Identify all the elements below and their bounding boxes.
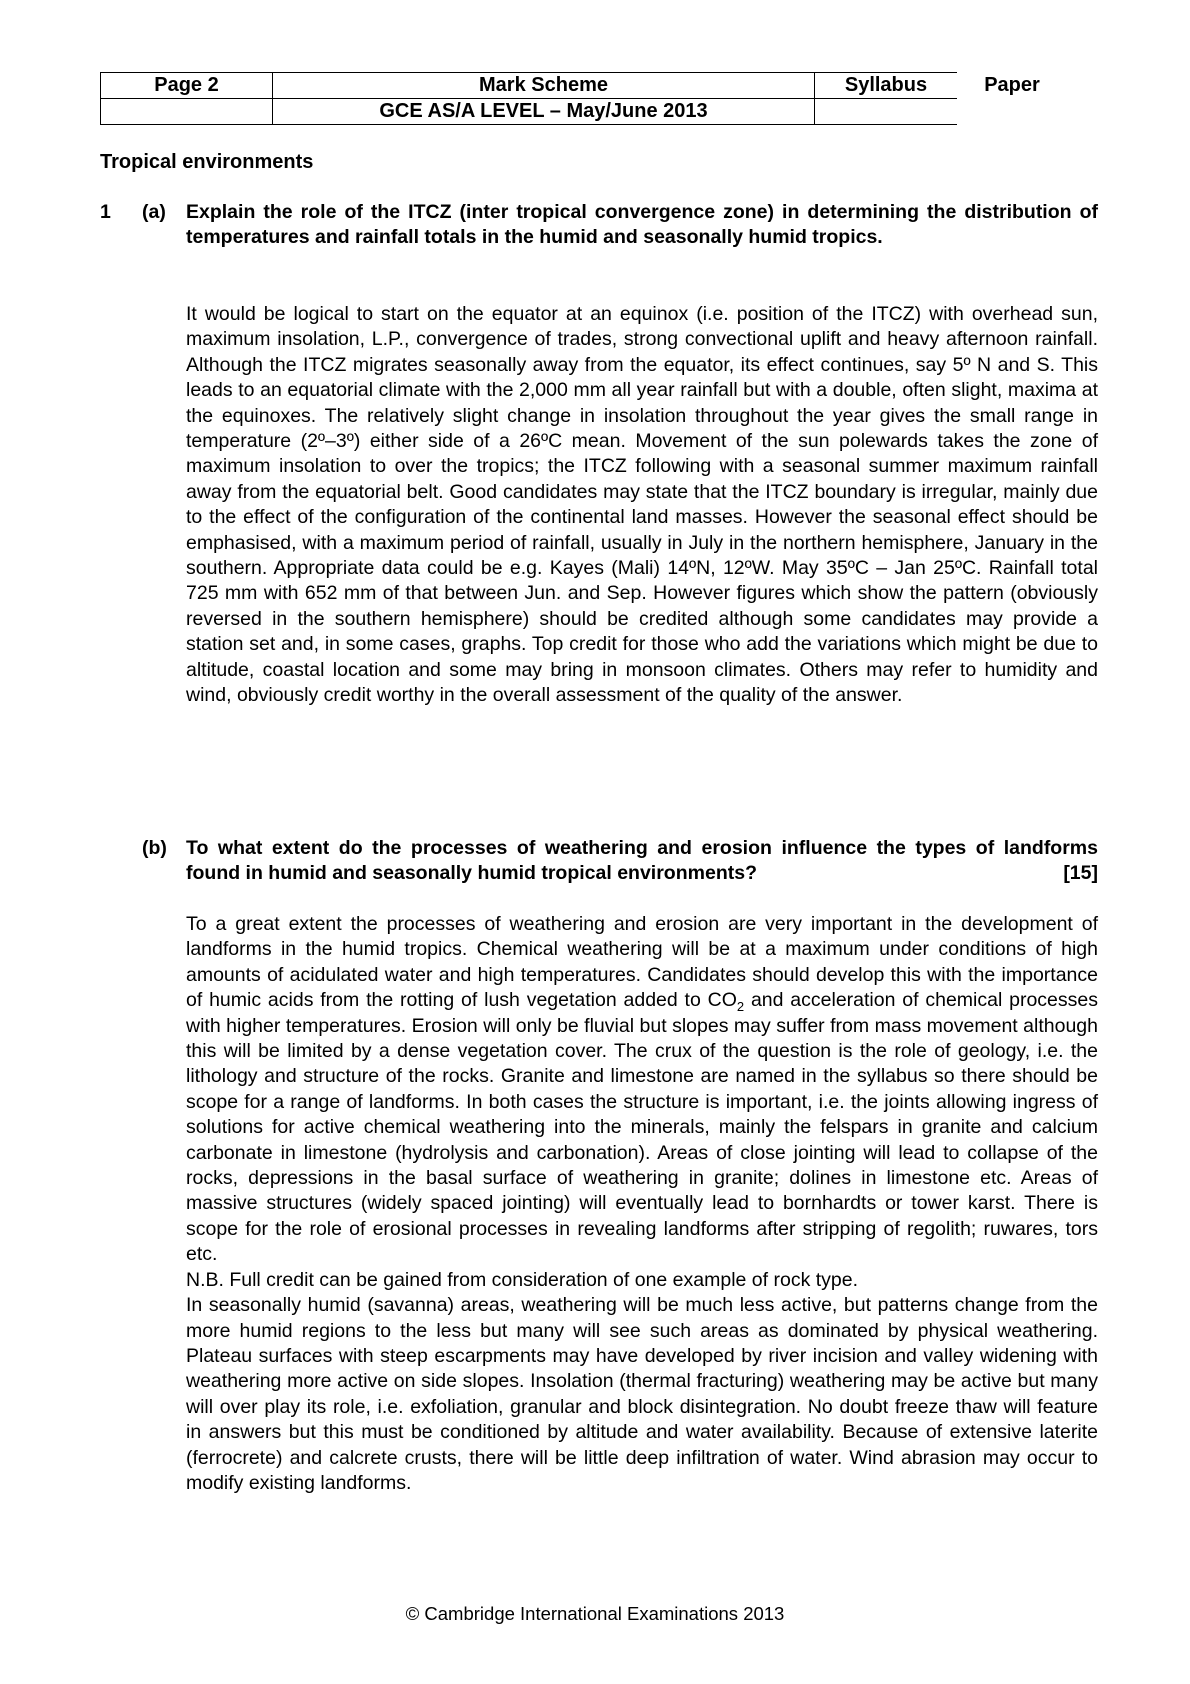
header-paper: Paper [984, 74, 1040, 96]
part-b-answer [186, 912, 1098, 1496]
part-b-answer-paragraph-3: In seasonally humid (savanna) areas, weathering will be much less active, but patterns change from the more humid regions to the less but many will see such areas as dominated by physical weathering. Plateau surfaces with steep escarpments may have developed by river incision and valley widening with weathering more active on side slopes. Insolation (thermal fracturing) weathering may be active but many will over play its role, i.e. exfoliation, granular and block disintegration. No doubt freeze thaw will feature in answers but this must be conditioned by altitude and water availability. Because of extensive laterite (ferrocrete) and calcrete crusts, there will be little deep infiltration of water. Wind abrasion may occur to modify existing landforms. [186, 1294, 1098, 1494]
header-empty-cell [101, 99, 273, 125]
part-b-answer-paragraph-2: N.B. Full credit can be gained from consideration of one example of rock type. [186, 1268, 859, 1291]
part-b-answer-p1-before: To a great extent the processes of weathering and erosion are very important in the development of landforms in the humid tropics. Chemical weathering will be at a maximum under conditions of high amounts of acidulated water and high temperatures. Candidates should develop this with the importance of humic acids from the rotting of lush vegetation added to CO [186, 913, 1098, 1012]
header-mark-scheme: Mark Scheme [273, 73, 815, 99]
part-a-answer-text: It would be logical to start on the equator at an equinox (i.e. position of the ITCZ) with overhead sun, maximum insolation, L.P., convergence of trades, strong convectional uplift and heavy afternoon rainfall. Although the ITCZ migrates seasonally away from the equator, its effect continues, say 5º N and S. This leads to an equatorial climate with the 2,000 mm all year rainfall but with a double, often slight, maxima at the equinoxes. The relatively slight change in insolation throughout the year gives the small range in temperature (2º–3º) either side of a 26ºC mean. Movement of the sun polewards takes the zone of maximum insolation to over the tropics; the ITCZ following with a seasonal summer maximum rainfall away from the equatorial belt. Good candidates may state that the ITCZ boundary is irregular, mainly due to the effect of the configuration of the continental land masses. However the seasonal effect should be emphasised, with a maximum period of rainfall, usually in July in the northern hemisphere, January in the southern. Appropriate data could be e.g. Kayes (Mali) 14ºN, 12ºW. May 35ºC – Jan 25ºC. Rainfall total 725 mm with 652 mm of that between Jun. and Sep. However figures which show the pattern (obviously reversed in the southern hemisphere) should be credited although some candidates may provide a station set and, in some cases, graphs. Top credit for those who add the variations which might be due to altitude, coastal location and some may bring in monsoon climates. Others may refer to humidity and wind, obviously credit worthy in the overall assessment of the quality of the answer. [186, 303, 1098, 707]
header-exam: GCE AS/A LEVEL – May/June 2013 [273, 99, 815, 125]
part-a-answer [186, 302, 1098, 709]
part-a-label: (a) [142, 201, 166, 223]
co2-subscript: 2 [736, 999, 745, 1015]
header-page: Page 2 [101, 73, 273, 99]
question-number: 1 [100, 201, 111, 223]
header-paper-code [957, 99, 1068, 125]
part-b-marks: [15] [1063, 862, 1098, 885]
part-b-question [186, 836, 1098, 887]
section-title: Tropical environments [100, 151, 314, 173]
part-a-question: Explain the role of the ITCZ (inter tropical convergence zone) in determining the distribution of temperatures and rainfall totals in the humid and seasonally humid tropics. [186, 201, 1098, 249]
header-syllabus: Syllabus [815, 73, 958, 99]
header-syllabus-code [815, 99, 958, 125]
part-b-answer-paragraph-1 [186, 912, 1098, 1268]
part-b-label: (b) [142, 837, 167, 859]
part-b-answer-p1-after: and acceleration of chemical processes with higher temperatures. Erosion will only be fluvial but slopes may suffer from mass movement although this will be limited by a dense vegetation cover. The crux of the question is the role of geology, i.e. the lithology and structure of the rocks. Granite and limestone are named in the syllabus so there should be scope for a range of landforms. In both cases the structure is important, i.e. the joints allowing ingress of solutions for active chemical weathering into the minerals, mainly the felspars in granite and calcium carbonate in limestone (hydrolysis and carbonation). Areas of close jointing will lead to collapse of the rocks, depressions in the basal surface of weathering in granite; dolines in limestone etc. Areas of massive structures (widely spaced jointing) will eventually lead to bornhardts or tower karst. There is scope for the role of erosional processes in revealing landforms after stripping of regolith; ruwares, tors etc. [186, 989, 1098, 1266]
part-b-question-text: To what extent do the processes of weathering and erosion influence the types of landforms found in humid and seasonally humid tropical environments? [186, 837, 1098, 885]
copyright-footer: © Cambridge International Examinations 2013 [405, 1603, 785, 1624]
header-table [100, 72, 1068, 125]
